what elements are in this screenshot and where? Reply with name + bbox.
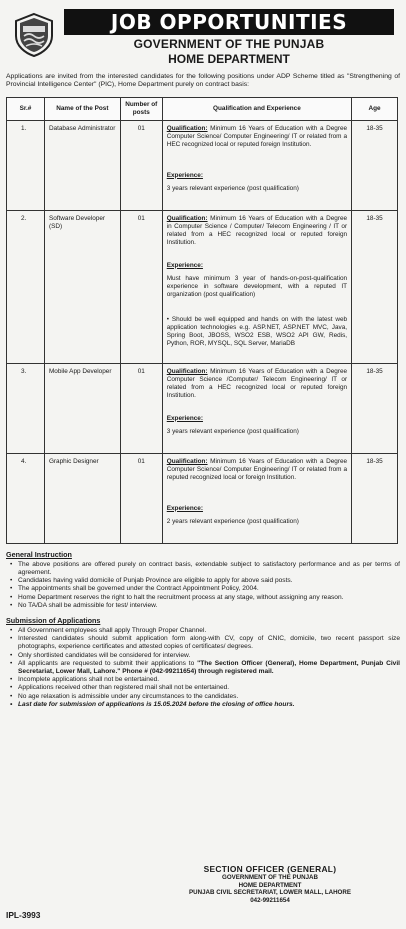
row-post-name: Mobile App Developer	[44, 363, 120, 453]
table-row	[7, 363, 398, 453]
header-qualification: Qualification and Experience	[162, 97, 351, 120]
row-posts: 01	[120, 120, 162, 210]
qualification-text: Minimum 16 Years of Education with a Degree Computer Science/ Computer Engineering/ IT or related from a HEC recognized local or reputed foreign Institution.	[166, 124, 348, 148]
header-post-name: Name of the Post	[44, 97, 120, 120]
qualification-label: Qualification:	[166, 214, 208, 222]
signature-line: GOVERNMENT OF THE PUNJAB	[222, 874, 318, 881]
row-sr: 3.	[7, 363, 45, 453]
row-post-name: Software Developer (SD)	[44, 210, 120, 363]
row-qualification	[162, 210, 351, 363]
general-instruction-heading: General Instruction	[6, 549, 72, 559]
qualification-text: Minimum 16 Years of Education with a Degree Computer Science/ Computer Engineering/ IT or related from a reputed recognized local or foreign Institution.	[166, 457, 348, 481]
row-age: 18-35	[352, 453, 398, 543]
row-qualification	[162, 120, 351, 210]
row-age: 18-35	[352, 363, 398, 453]
department-name: HOME DEPARTMENT	[168, 52, 290, 66]
experience-text: 3 years relevant experience (post qualification)	[166, 427, 299, 435]
qualification-label: Qualification:	[166, 457, 208, 465]
qualification-text: Minimum 16 Years of Education with a Degree in Computer Science / Computer/ Telecom Engineering / IT or related from a HEC recognized local or reputed foreign Institution.	[166, 214, 348, 246]
qualification-label: Qualification:	[166, 367, 208, 375]
qualification-label: Qualification:	[166, 124, 208, 132]
table-row	[7, 120, 398, 210]
experience-label: Experience:	[166, 504, 203, 512]
row-qualification	[162, 453, 351, 543]
government-name: GOVERNMENT OF THE PUNJAB	[133, 37, 325, 51]
row-posts: 01	[120, 363, 162, 453]
signature-phone: 042-99211654	[250, 896, 290, 904]
row-post-name: Database Administrator	[44, 120, 120, 210]
advert-header	[6, 4, 400, 66]
signature-block	[140, 864, 400, 904]
experience-label: Experience:	[166, 261, 203, 269]
header-age: Age	[352, 97, 398, 120]
list-item: • Incomplete applications shall not be entertained.	[6, 676, 400, 684]
positions-table	[6, 97, 398, 544]
row-age: 18-35	[352, 120, 398, 210]
ipl-number: IPL-3993	[6, 910, 41, 920]
list-item	[6, 660, 400, 676]
list-item: • Home Department reserves the right to halt the recruitment process at any stage, without assigning any reason.	[6, 594, 400, 602]
list-item: • The appointments shall be governed under the Contract Appointment Policy, 2004.	[6, 585, 400, 593]
list-item: • Interested candidates should submit application form along-with CV, copy of CNIC, domicile, two recent passport size photographs, experience certificates and attested copies of certificates/ degrees.	[6, 635, 400, 651]
qualification-text: Minimum 16 Years of Education with a Degree Computer Science /Computer/ Telecom Engineering/ IT or related from a HEC recognized local or reputed foreign Institution.	[166, 367, 348, 399]
intro-paragraph: Applications are invited from the interested candidates for the following positions under ADP Scheme titled as "Strengthening of Provincial Intelligence Center" (PIC), Home Department purely on contract basis:	[6, 73, 400, 89]
submission-list	[6, 627, 400, 709]
row-age: 18-35	[352, 210, 398, 363]
list-item: • All Government employees shall apply Through Proper Channel.	[6, 627, 400, 635]
address-intro: All applicants are requested to submit their applications to	[18, 659, 198, 667]
header-number-of-posts: Number of posts	[120, 97, 162, 120]
experience-text: Must have minimum 3 year of hands-on-post-qualification experience in software development, with a reputed IT organization (post qualification)	[166, 274, 348, 298]
signature-line: PUNJAB CIVIL SECRETARIAT, LOWER MALL, LAHORE	[189, 889, 351, 897]
table-header-row	[7, 97, 398, 120]
advert-title: JOB OPPORTUNITIES	[64, 9, 394, 35]
signature-line: HOME DEPARTMENT	[238, 881, 302, 889]
row-sr: 4.	[7, 453, 45, 543]
list-item: • Only shortlisted candidates will be considered for interview.	[6, 652, 400, 660]
row-posts: 01	[120, 453, 162, 543]
experience-label: Experience:	[166, 171, 203, 179]
last-date-item: • Last date for submission of applications is 15.05.2024 before the closing of office hours.	[6, 701, 400, 709]
experience-text: 2 years relevant experience (post qualification)	[166, 517, 299, 525]
row-sr: 2.	[7, 210, 45, 363]
signature-title: SECTION OFFICER (GENERAL)	[203, 864, 337, 874]
punjab-government-emblem-icon	[12, 12, 56, 58]
general-instruction-list	[6, 561, 400, 610]
row-post-name: Graphic Designer	[44, 453, 120, 543]
table-row	[7, 210, 398, 363]
table-row	[7, 453, 398, 543]
row-posts: 01	[120, 210, 162, 363]
row-qualification	[162, 363, 351, 453]
experience-technologies: • Should be well equipped and hands on with the latest web application technologies e.g. ASP.NET, ASP.NET MVC, Java, Spring Boot, JBOSS, WSO2 ESB, WSO2 API GW, Redis, Python, ROR, MYSQL, SQL Server, MariaDB	[166, 315, 348, 347]
experience-text: 3 years relevant experience (post qualification)	[166, 184, 299, 192]
experience-label: Experience:	[166, 414, 203, 422]
submission-address: "The Section Officer (General), Home Department, Punjab Civil Secretariat, Lower Mall, Lahore." Phone # (042-99211654) through registered mail.	[18, 659, 401, 676]
list-item: • Candidates having valid domicile of Punjab Province are eligible to apply for above said posts.	[6, 577, 400, 585]
header-sr: Sr.#	[7, 97, 45, 120]
list-item: • Applications received other than registered mail shall not be entertained.	[6, 684, 400, 692]
row-sr: 1.	[7, 120, 45, 210]
list-item: • The above positions are offered purely on contract basis, extendable subject to satisfactory performance and as per terms of agreement.	[6, 561, 400, 577]
list-item: • No TA/DA shall be admissible for test/ interview.	[6, 602, 400, 610]
list-item: • No age relaxation is admissible under any circumstances to the candidates.	[6, 693, 400, 701]
submission-heading: Submission of Applications	[6, 616, 101, 626]
